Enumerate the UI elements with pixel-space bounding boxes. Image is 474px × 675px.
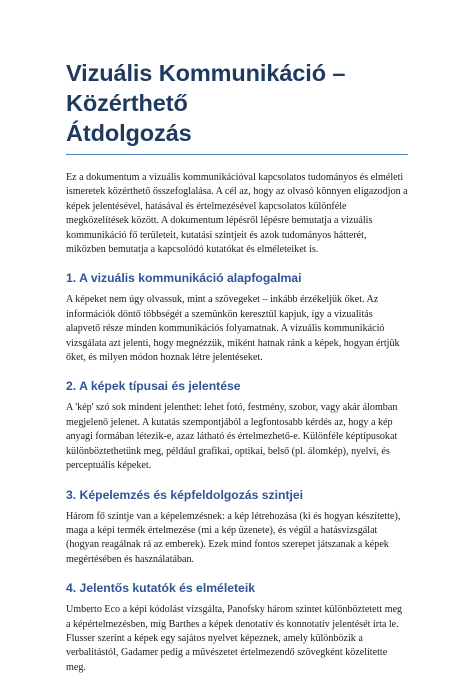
title-divider [66,154,408,155]
section-3-heading: 3. Képelemzés és képfeldolgozás szintjei [66,487,304,502]
section-3-body: Három fő szintje van a képelemzésnek: a kép létrehozása (ki és hogyan készítette), maga a képi termék értelmezése (mi a kép üzenete), és végül a hatásvizsgálat (hogyan reagálnak rá az emberek). Ezek mind fontos szerepet játszanak a képek megértésében és használatában. [66,510,401,565]
section-1-body: A képeket nem úgy olvassuk, mint a szövegeket – inkább érzékeljük őket. Az információk döntő többségét a szemünkön keresztül kapjuk, így a vizualitás alapvető része minden kommunikációs folyamatnak. A vizuális kommunikáció vizsgálata azt jelenti, hogy megnézzük, miként hatnak ránk a képek, hogyan értjük őket, és milyen módon hoznak létre jelentéseket. [66,294,400,364]
intro-paragraph: Ez a dokumentum a vizuális kommunikációval kapcsolatos tudományos és elméleti ismeretek közérthető összefoglalása. A cél az, hogy az olvasó könnyen eligazodjon a képek jelentésével, hatásával és értelmezésével kapcsolatos különféle megközelítések között. A dokumentum lépésről lépésre bemutatja a vizuális kommunikáció fő területeit, kutatási szintjeit és azok tudományos hátterét, miközben bemutatja a kapcsolódó kutatókat és elméleteiket is. [66,172,408,256]
section-2-body: A 'kép' szó sok mindent jelenthet: lehet fotó, festmény, szobor, vagy akár álomban megjelenő jelenet. A kutatás szempontjából a legfontosabb kérdés az, hogy a kép anyagi formában létezik-e, azaz látható és értelmezhető-e. Különféle képtípusokat különböztethetünk meg, például grafikai, optikai, belső (pl. álomkép), nyelvi, és perceptuális képeket. [66,402,398,472]
title-line-1: Vizuális Kommunikáció – Közérthető [66,60,346,116]
document-title [66,58,408,148]
title-line-2: Átdolgozás [66,120,192,146]
section-4-heading: 4. Jelentős kutatók és elméleteik [66,581,255,596]
section-4-body: Umberto Eco a képi kódolást vizsgálta, Panofsky három szintet különböztetett meg a képértelmezésben, míg Barthes a képek denotatív és konnotatív jelentését írta le. Flusser szerint a képek egy sajátos nyelvet képeznek, amely különbözik a verbalitástól, Gadamer pedig a művészetet értelmezendő szövegként közelítette meg. [66,604,403,673]
section-2-heading: 2. A képek típusai és jelentése [66,379,241,394]
section-1-heading: 1. A vizuális kommunikáció alapfogalmai [66,271,302,286]
